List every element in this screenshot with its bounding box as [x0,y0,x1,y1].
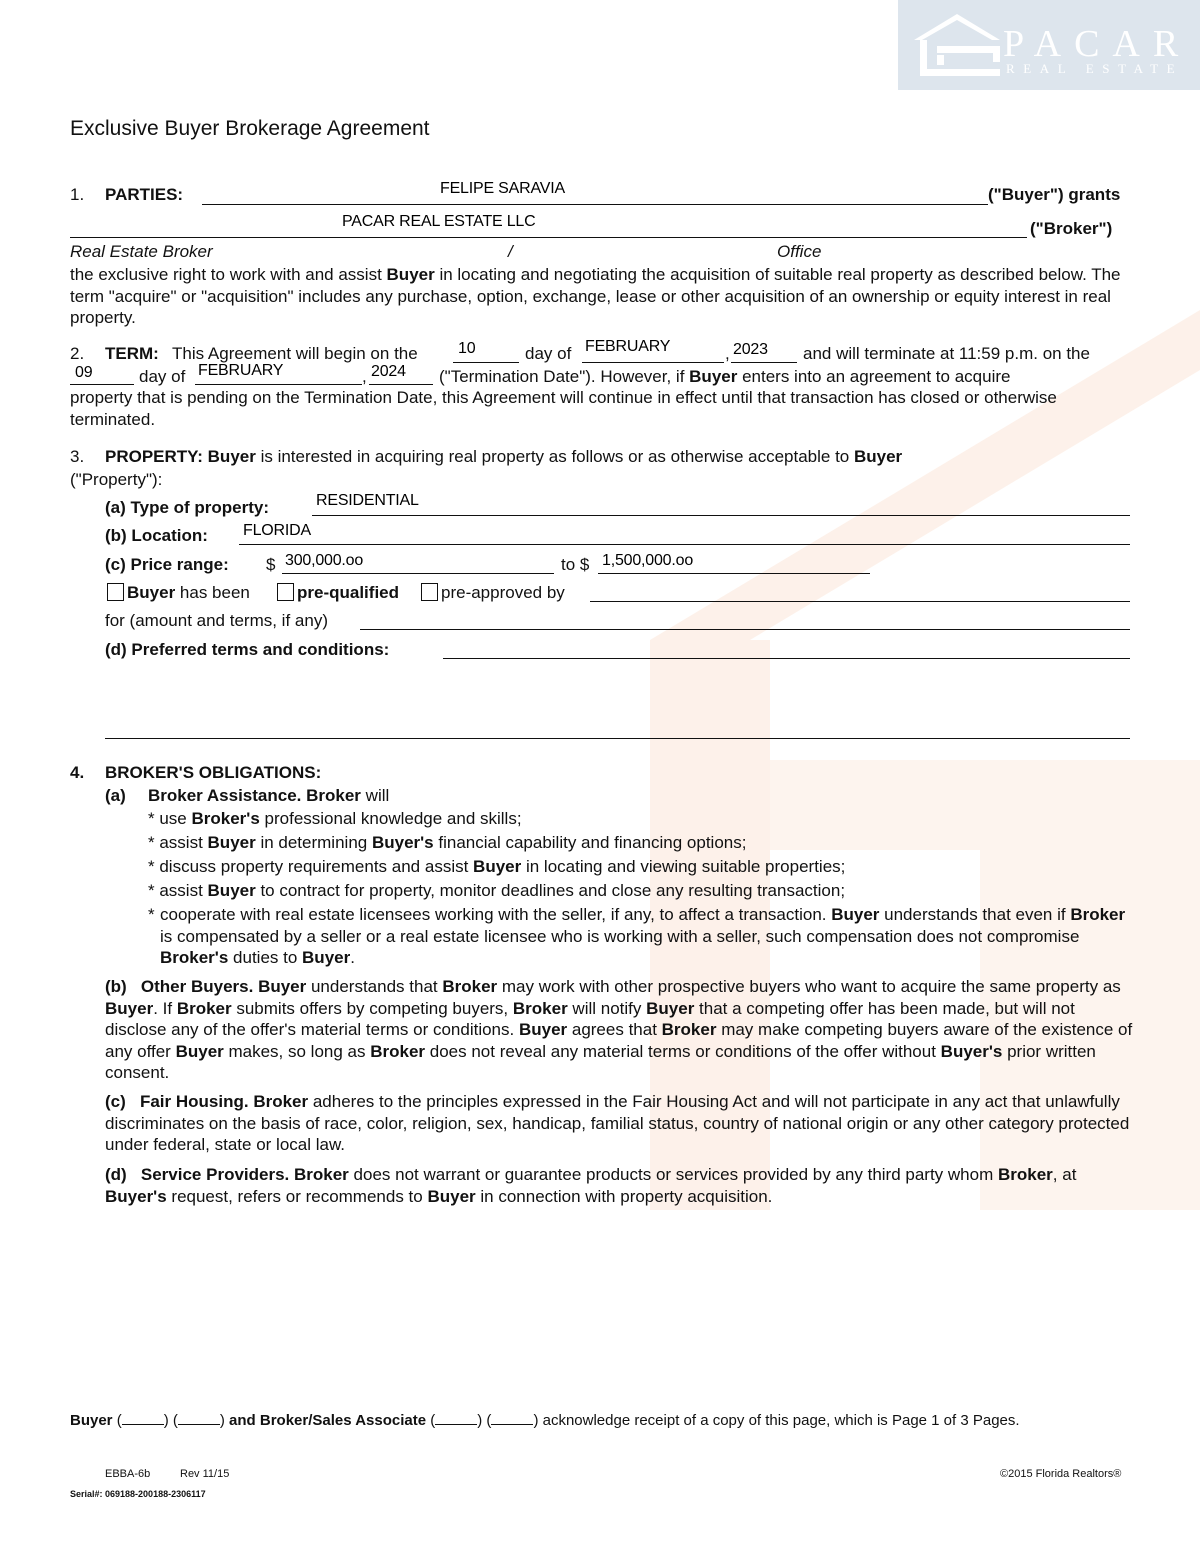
b3-t2: Buyer [473,857,522,876]
buyer-has-been-text [127,582,250,603]
for-amount-label: for (amount and terms, if any) [105,611,328,630]
end-month-field[interactable]: FEBRUARY [198,362,284,379]
b3-t1: discuss property requirements and assist [159,857,474,876]
s3-number: 3. [70,447,85,466]
s4c-head: Fair Housing. [139,1092,249,1111]
broker-initial-1[interactable] [435,1411,477,1425]
s2-number: 2. [70,344,85,363]
b5-t6: Broker's [160,948,229,967]
type-of-property-field[interactable]: RESIDENTIAL [316,492,419,509]
buyer-grants-label: ("Buyer") grants [988,185,1121,204]
s4a-head-text: Broker Assistance. [148,786,302,805]
end-day-line [70,384,134,385]
s1-body-text-2: in locating and negotiating the acquisition of suitable real property as described below. The term "acquire" or "acquisition" includes any purchase, option, exchange, lease or other acquisition of an ownership or equity interest in real property. [70,265,1121,327]
form-id: EBBA-6b [105,1468,151,1480]
price-max-field[interactable]: 1,500,000.oo [602,552,694,569]
s4-number: 4. [70,763,85,782]
preferred-terms-line [443,658,1130,659]
form-rev: Rev 11/15 [180,1468,230,1480]
broker-label: ("Broker") [1030,219,1113,238]
logo [898,0,1200,90]
prequalified-checkbox[interactable] [277,583,294,601]
bullet-1: * use Broker's professional knowledge and skills; [148,809,522,828]
s4c-label: (c) [105,1092,126,1111]
b2-t3: in determining [255,833,372,852]
start-day-field[interactable]: 10 [458,340,476,357]
s1-heading: PARTIES: [105,185,184,204]
ack-text: acknowledge receipt of a copy of this page, which is Page 1 of 3 Pages. [542,1412,1020,1429]
s3-intro-text: is interested in acquiring real property as follows or as otherwise acceptable to [255,447,854,466]
s4a-broker: Broker [306,786,361,805]
broker-name-field[interactable]: PACAR REAL ESTATE LLC [342,213,536,230]
s4b-head: Other Buyers. [140,977,254,996]
s2-text-5 [439,366,1010,387]
acknowledgement-line: Buyer ( ) ( ) and Broker/Sales Associate ( ) ( ) acknowledge receipt of a copy of this page, which is Page 1 of 3 Pages. [70,1412,1020,1429]
bullet-5: * cooperate with real estate licensees working with the seller, if any, to affect a transaction. Buyer understands that even if Broker is compensated by a seller or a real estate licensee who is working with a seller, such compensation does not compromise Broker's duties to Buyer. [148,905,1126,967]
s3-intro [105,446,902,467]
s4a-heading [148,785,389,806]
s4a-label: (a) [105,786,126,805]
preferred-terms-label: (d) Preferred terms and conditions: [105,640,390,659]
b5-t8: Buyer [302,948,351,967]
preferred-terms-line-2 [105,738,1130,739]
b1-t3: professional knowledge and skills; [259,809,522,828]
start-month-line [582,362,724,363]
preapproved-by-line [590,601,1130,602]
s2-text-1: This Agreement will begin on the [172,344,418,363]
b5-t4: Broker [1070,905,1126,924]
s4d-paragraph: (d) Service Providers. Broker does not warrant or guarantee products or services provided by any third party whom Broker, at Buyer's request, refers or recommends to Buyer in connection with property acquisition. [105,1165,1077,1206]
broker-initial-2[interactable] [491,1411,533,1425]
s4d-head: Service Providers. [140,1165,290,1184]
start-year-line [731,362,797,363]
ack-buyer-label: Buyer [70,1412,113,1429]
start-day-line [453,362,519,363]
logo-name: PACAR [1003,23,1192,65]
logo-tagline: REAL ESTATE [1006,61,1184,76]
type-of-property-label: (a) Type of property: [105,498,270,517]
s4-heading: BROKER'S OBLIGATIONS: [105,763,322,782]
b3-t3: in locating and viewing suitable properties; [521,857,846,876]
buyer-name-field[interactable]: FELIPE SARAVIA [440,180,565,197]
price-min-line [282,573,554,574]
location-label: (b) Location: [105,526,208,545]
preapproved-checkbox[interactable] [421,583,438,601]
serial-number: Serial#: 069188-200188-2306117 [70,1489,206,1499]
b5-t3: understands that even if [879,905,1071,924]
s3-intro-buyer-2: Buyer [853,447,903,466]
b2-t4: Buyer's [371,833,434,852]
start-month-field[interactable]: FEBRUARY [585,338,671,355]
buyer-initial-1[interactable] [122,1411,164,1425]
label-slash: / [508,242,513,261]
s2-acquire-text: enters into an agreement to acquire [737,367,1011,386]
copyright: ©2015 Florida Realtors® [1000,1468,1122,1480]
b5-t2: Buyer [831,905,880,924]
b4-t1: assist [159,881,208,900]
b1-t2: Broker's [191,809,260,828]
broker-name-line [70,237,1027,238]
buyer-has-been-checkbox[interactable] [107,583,124,601]
price-max-line [598,573,870,574]
s4b-paragraph: (b) Other Buyers. Buyer understands that Broker may work with other prospective buyers who want to acquire the same property as Buyer. If Broker submits offers by competing buyers, Broker will notify Buyer that a competing offer has been made, but will not disclose any of the offer's material terms or conditions. Buyer agrees that Broker may make competing buyers aware of the existence of any offer Buyer makes, so long as Broker does not reveal any material terms or conditions of the offer without Buyer's prior written consent. [105,977,1133,1082]
price-range-label: (c) Price range: [105,555,229,574]
prequalified-label: pre-qualified [297,583,400,602]
s4b-label: (b) [105,977,127,996]
has-been-buyer: Buyer [127,583,176,602]
s2-termination-text: ("Termination Date"). However, if [439,367,690,386]
end-year-line [369,384,433,385]
end-month-line [195,384,362,385]
b5-t9: . [350,948,355,967]
b2-t2: Buyer [207,833,256,852]
type-of-property-line [312,515,1130,516]
s1-body [70,264,1132,329]
s3-intro-buyer-1: Buyer [207,447,256,466]
s2-text-2: day of [525,344,572,363]
ack-broker-label: and Broker/Sales Associate [229,1412,427,1429]
buyer-grants-text [988,184,1120,205]
b4-t2: Buyer [207,881,256,900]
location-line [239,544,1130,545]
s4c-paragraph: (c) Fair Housing. Broker adheres to the principles expressed in the Fair Housing Act and will not participate in any act that unlawfully discriminates on the basis of race, color, religion, sex, handicap, familial status, country of national origin or any other category protected under federal, state or local law. [105,1092,1130,1154]
buyer-initial-2[interactable] [178,1411,220,1425]
b2-t1: assist [159,833,208,852]
buyer-name-line [202,204,988,205]
price-min-field[interactable]: 300,000.oo [285,552,364,569]
bullet-3: * discuss property requirements and assist Buyer in locating and viewing suitable properties; [148,857,846,876]
price-to-label: to $ [561,555,590,574]
house-logo-icon [912,10,1002,80]
s1-body-buyer: Buyer [386,265,435,284]
for-amount-line [360,629,1130,630]
s1-number: 1. [70,185,85,204]
s2-body: property that is pending on the Termination Date, this Agreement will continue in effect until that transaction has closed or otherwise terminated. [70,388,1057,429]
label-real-estate-broker: Real Estate Broker [70,242,213,261]
s3-heading: PROPERTY: [105,447,203,466]
b5-t7: duties to [228,948,303,967]
s2-comma-2: , [362,367,367,386]
b2-t5: financial capability and financing options; [433,833,747,852]
b4-t3: to contract for property, monitor deadlines and close any resulting transaction; [255,881,846,900]
has-been-label: has been [175,583,250,602]
b5-t1: cooperate with real estate licensees working with the seller, if any, to affect a transaction. [160,905,832,924]
location-field[interactable]: FLORIDA [243,522,311,539]
preapproved-label: pre-approved by [441,583,565,602]
b1-t1: use [159,809,192,828]
price-dollar-sign: $ [266,555,276,574]
s3-intro-2: ("Property"): [70,470,163,489]
end-day-field[interactable]: 09 [75,364,93,381]
s2-text-4: day of [139,367,186,386]
bullet-2: * assist Buyer in determining Buyer's financial capability and financing options; [148,833,747,852]
page-title: Exclusive Buyer Brokerage Agreement [70,117,430,140]
s2-heading: TERM: [105,344,159,363]
s1-body-text-1: the exclusive right to work with and assist [70,265,387,284]
start-year-field[interactable]: 2023 [733,341,768,358]
end-year-field[interactable]: 2024 [371,363,406,380]
b5-t5: is compensated by a seller or a real estate licensee who is working with a seller, such compensation does not compromise [160,926,1080,946]
s2-buyer-word: Buyer [689,367,738,386]
s4d-label: (d) [105,1165,127,1184]
s4a-will: will [360,786,390,805]
s2-comma-1: , [725,344,730,363]
s2-text-3: and will terminate at 11:59 p.m. on the [803,344,1090,363]
bullet-4: * assist Buyer to contract for property, monitor deadlines and close any resulting transaction; [148,881,846,900]
label-office: Office [777,242,822,261]
